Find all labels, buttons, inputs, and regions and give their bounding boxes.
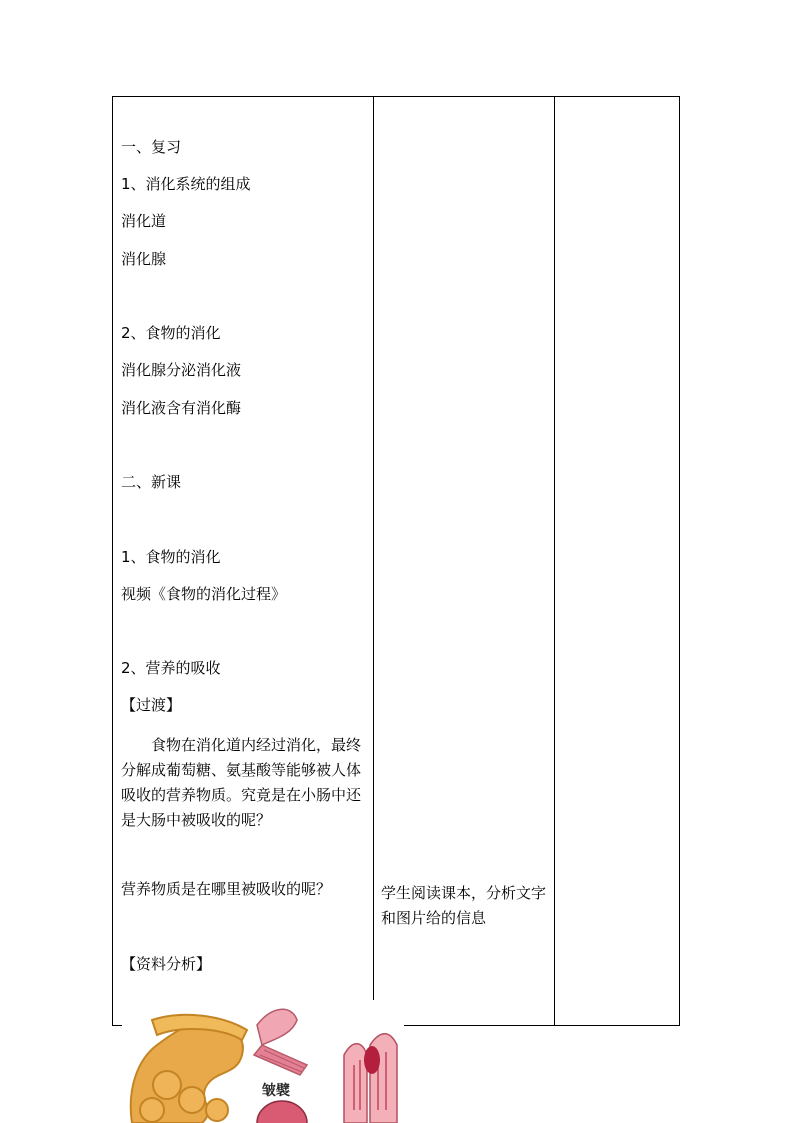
small-intestine-illustration (122, 1000, 404, 1123)
absorption-question: 营养物质是在哪里被吸收的呢？ (121, 880, 332, 898)
review-heading: 一、复习 (121, 138, 182, 156)
juice-contains-text: 消化液含有消化酶 (121, 399, 242, 417)
gland-secretes-text: 消化腺分泌消化液 (121, 361, 242, 379)
student-activity-text: 学生阅读课本，分析文字和图片给的信息 (381, 884, 547, 927)
fold-label: 皱襞 (262, 1083, 290, 1099)
new-food-digestion-item: 1、食物的消化 (121, 548, 221, 566)
new-lesson-heading: 二、新课 (121, 473, 182, 491)
intestine-drawing (122, 1000, 404, 1123)
column-divider-1 (373, 97, 374, 1025)
food-digestion-item: 2、食物的消化 (121, 324, 221, 342)
lesson-table (112, 96, 680, 1026)
digestive-tract-text: 消化道 (121, 212, 167, 230)
transition-paragraph: 食物在消化道内经过消化，最终分解成葡萄糖、氨基酸等能够被人体吸收的营养物质。究竟是在小肠中还是大肠中被吸收的呢？ (121, 736, 362, 829)
video-text: 视频《食物的消化过程》 (121, 585, 287, 603)
composition-item: 1、消化系统的组成 (121, 175, 251, 193)
transition-label: 【过渡】 (121, 696, 182, 714)
data-analysis-label: 【资料分析】 (121, 955, 212, 973)
digestive-gland-text: 消化腺 (121, 250, 167, 268)
nutrient-absorption-item: 2、营养的吸收 (121, 659, 221, 677)
column-divider-2 (554, 97, 555, 1025)
